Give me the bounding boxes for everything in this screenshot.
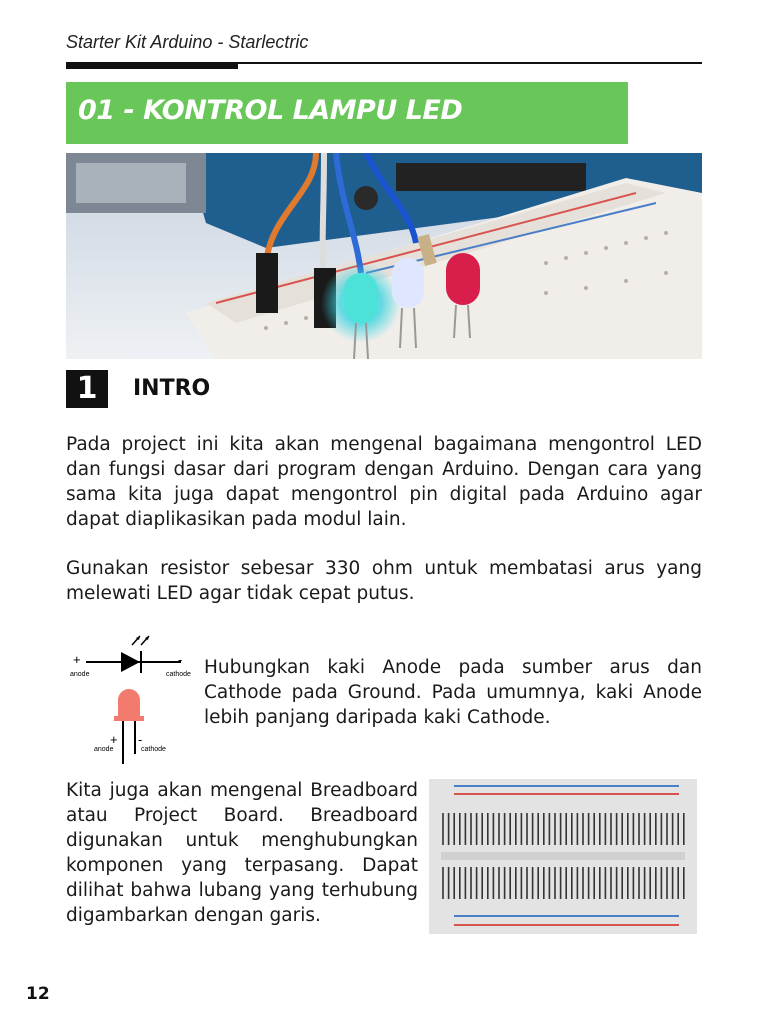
page-number: 12: [26, 984, 50, 1004]
anode-plus-sign: +: [110, 732, 118, 747]
resistor-paragraph: Gunakan resistor sebesar 330 ohm untuk membatasi arus yang melewati LED agar tidak cepat putus.: [66, 558, 702, 604]
chapter-banner: [66, 82, 628, 144]
minus-sign: -: [178, 652, 183, 667]
breadboard-paragraph: Kita juga akan mengenal Breadboard atau Project Board. Breadboard digunakan untuk menghubungkan komponen yang terpasang. Dapat dilihat bahwa lubang yang terhubung digambarkan dengan garis.: [66, 780, 418, 926]
led-anode-label: anode: [94, 746, 114, 753]
anode-cathode-paragraph: Hubungkan kaki Anode pada sumber arus dan Cathode pada Ground. Pada umumnya, kaki Anode lebih panjang daripada kaki Cathode.: [204, 657, 702, 728]
intro-paragraph: Pada project ini kita akan mengenal bagaimana mengontrol LED dan fungsi dasar dari program dengan Arduino. Dengan cara yang sama kita juga dapat mengontrol pin digital pada Arduino agar dapat diaplikasikan pada modul lain.: [66, 434, 702, 530]
anode-label: anode: [70, 671, 90, 678]
section-title: INTRO: [133, 376, 211, 401]
led-cathode-label: cathode: [141, 746, 166, 753]
section-number-badge: 1: [66, 370, 108, 408]
chapter-title: 01 - KONTROL LAMPU LED: [78, 95, 463, 126]
cathode-label: cathode: [166, 671, 191, 678]
running-header: Starter Kit Arduino - Starlectric: [66, 32, 309, 52]
header-rule-accent: [66, 63, 238, 69]
breadboard-diagram: [429, 779, 697, 934]
cathode-minus-sign: -: [138, 732, 143, 747]
plus-sign: +: [73, 652, 81, 667]
led-pinout-diagram: [66, 628, 200, 764]
arduino-led-photo: [66, 153, 702, 359]
